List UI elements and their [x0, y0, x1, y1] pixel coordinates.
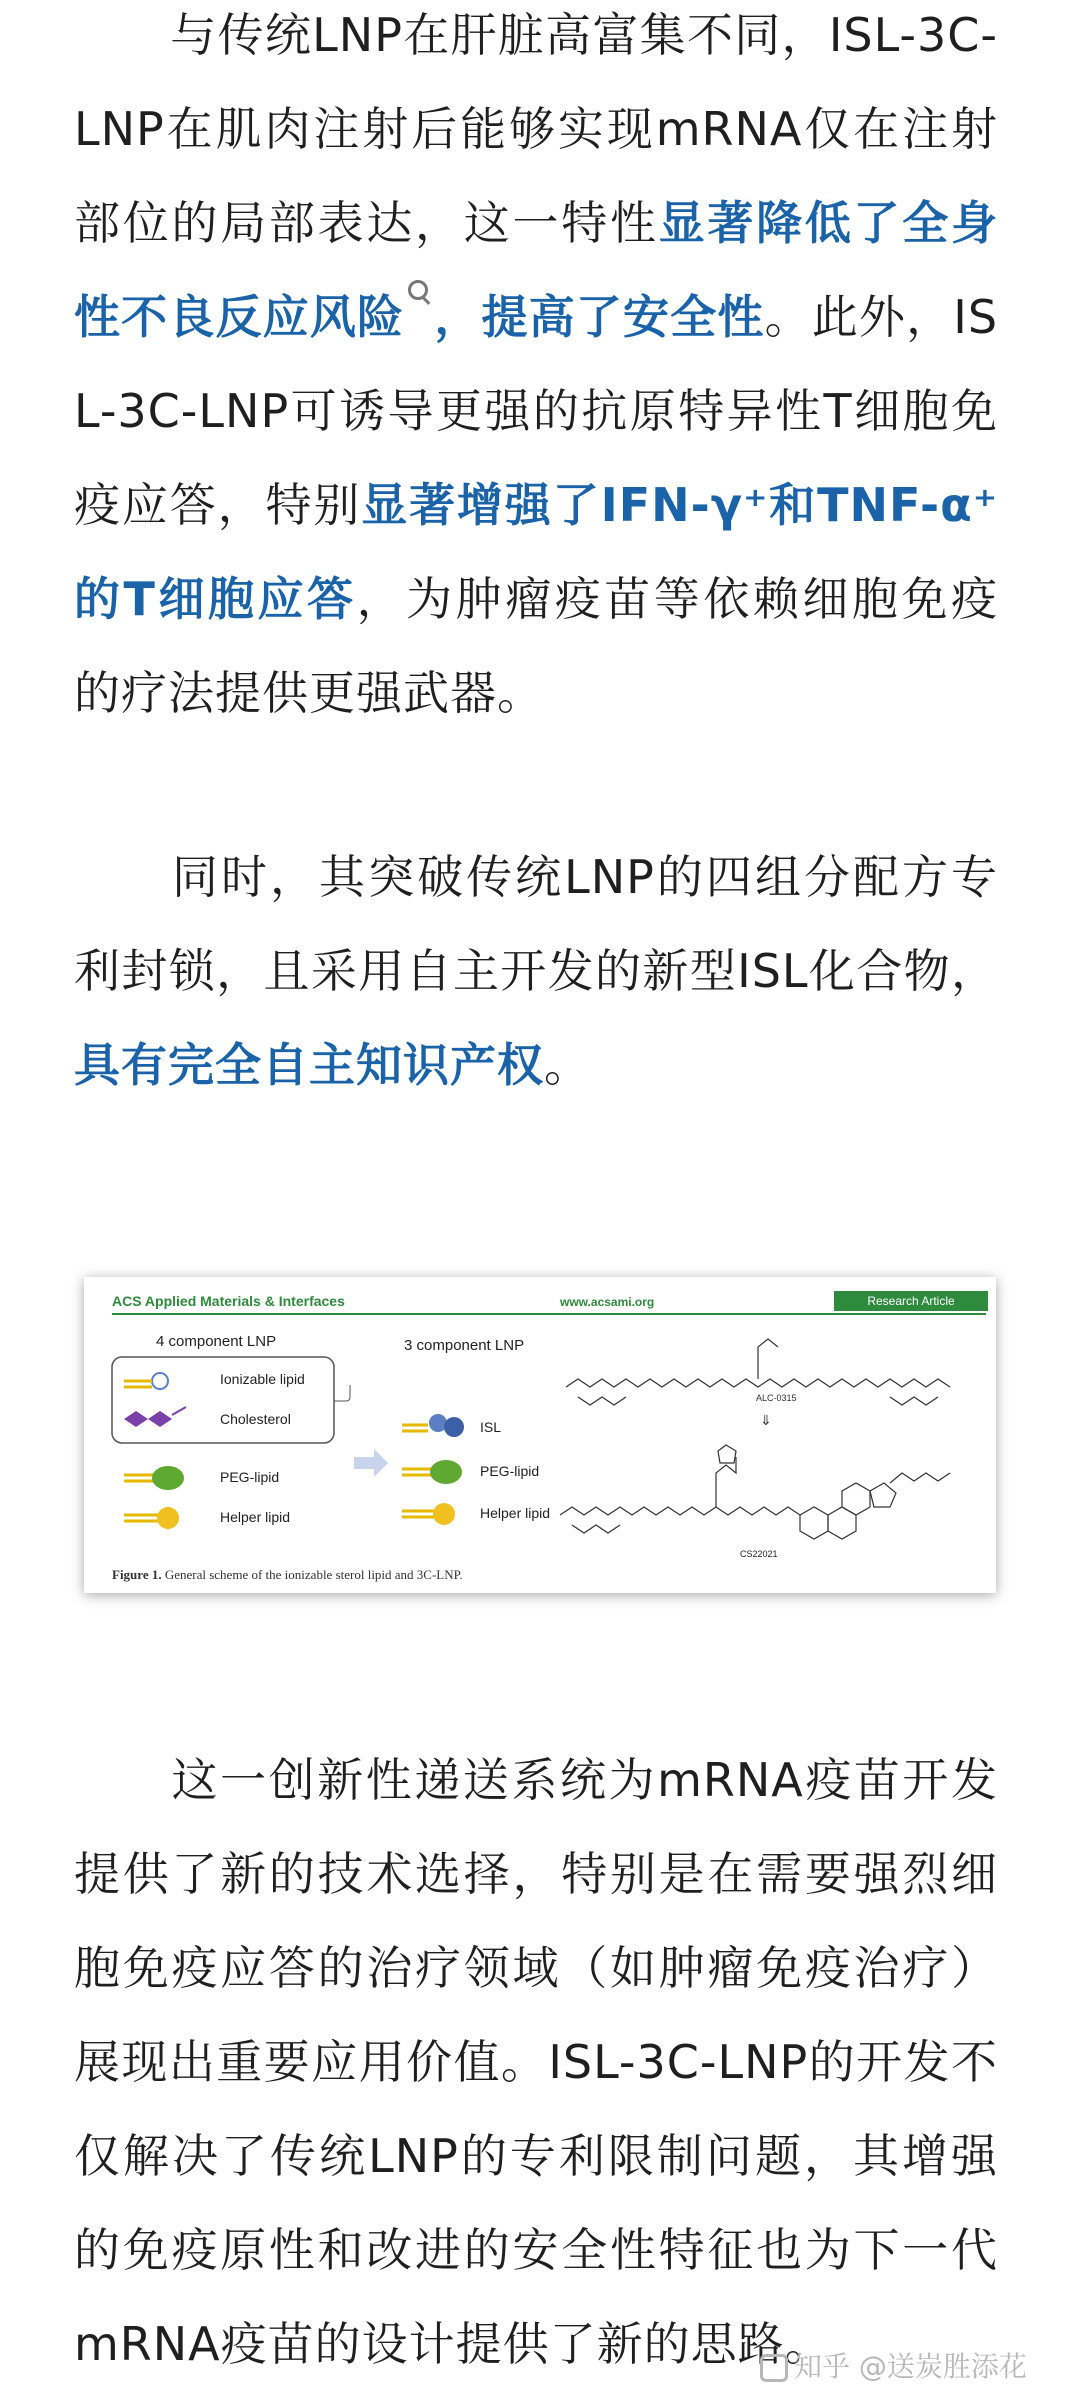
figure-peg-lipid-right-label: PEG-lipid [480, 1463, 540, 1479]
paragraph-2 [74, 830, 998, 1112]
figure-diagram [84, 1277, 996, 1593]
figure-4-component-title: 4 component LNP [156, 1333, 277, 1350]
figure-helper-lipid-right-label: Helper lipid [480, 1505, 551, 1521]
figure-ionizable-lipid-label: Ionizable lipid [220, 1371, 305, 1387]
svg-text:⇓: ⇓ [760, 1412, 772, 1428]
figure-article-badge: Research Article [834, 1291, 988, 1311]
highlight-t-cell-response: 显著增强了IFN-γ⁺和TNF-α⁺的T细胞应答 [74, 478, 998, 626]
paragraph-1 [74, 0, 998, 740]
figure-caption-text: General scheme of the ionizable sterol lipid and 3C-LNP. [161, 1567, 463, 1582]
paragraph-2-text-a: 同时，其突破传统LNP的四组分配方专利封锁，且采用自主开发的新型ISL化合物， [74, 850, 998, 998]
figure-caption [112, 1567, 463, 1583]
watermark [760, 2345, 1027, 2385]
paragraph-2-text-b: 。 [544, 1038, 591, 1092]
highlight-reduced-risk: 显著降低了全身性不良反应风险 [74, 196, 999, 344]
figure-helper-lipid-left-label: Helper lipid [220, 1509, 291, 1525]
figure-isl-label: ISL [480, 1419, 502, 1435]
figure-cholesterol-label: Cholesterol [220, 1411, 291, 1427]
paragraph-1-text-c: ，为肿瘤疫苗等依赖细胞免疫的疗法提供更强武器。 [74, 572, 999, 720]
figure-journal-url: www.acsami.org [560, 1295, 655, 1309]
figure-image[interactable] [84, 1277, 996, 1593]
paragraph-1-text-a: 与传统LNP在肝脏高富集不同，ISL-3C-LNP在肌肉注射后能够实现mRNA仅在注射部位的局部表达，这一特性 [74, 8, 998, 250]
zhihu-logo-icon [760, 2354, 788, 2382]
highlight-improved-safety: ，提高了安全性 [434, 290, 765, 344]
watermark-text: 知乎 @送炭胜添花 [794, 2350, 1027, 2383]
highlight-ip-rights: 具有完全自主知识产权 [74, 1038, 544, 1092]
figure-3-component-title: 3 component LNP [404, 1337, 525, 1354]
figure-peg-lipid-left-label: PEG-lipid [220, 1469, 280, 1485]
figure-caption-number: Figure 1. [112, 1567, 162, 1582]
paragraph-1-text-b: 。此外，ISL-3C-LNP可诱导更强的抗原特异性T细胞免疫应答，特别 [74, 290, 999, 532]
paragraph-3-text: 这一创新性递送系统为mRNA疫苗开发提供了新的技术选择，特别是在需要强烈细胞免疫应答的治疗领域（如肿瘤免疫治疗）展现出重要应用价值。ISL-3C-LNP的开发不仅解决了传统LNP的专利限制问题，其增强的免疫原性和改进的安全性特征也为下一代mRNA疫苗的设计提供了新的思路。 [74, 1753, 998, 2371]
search-icon[interactable] [406, 278, 434, 306]
compound-top-label: ALC-0315 [756, 1393, 797, 1403]
figure-journal-name: ACS Applied Materials & Interfaces [112, 1293, 345, 1309]
paragraph-3 [74, 1733, 998, 2391]
figure-compound-bottom-label: CS22021 [740, 1549, 778, 1559]
